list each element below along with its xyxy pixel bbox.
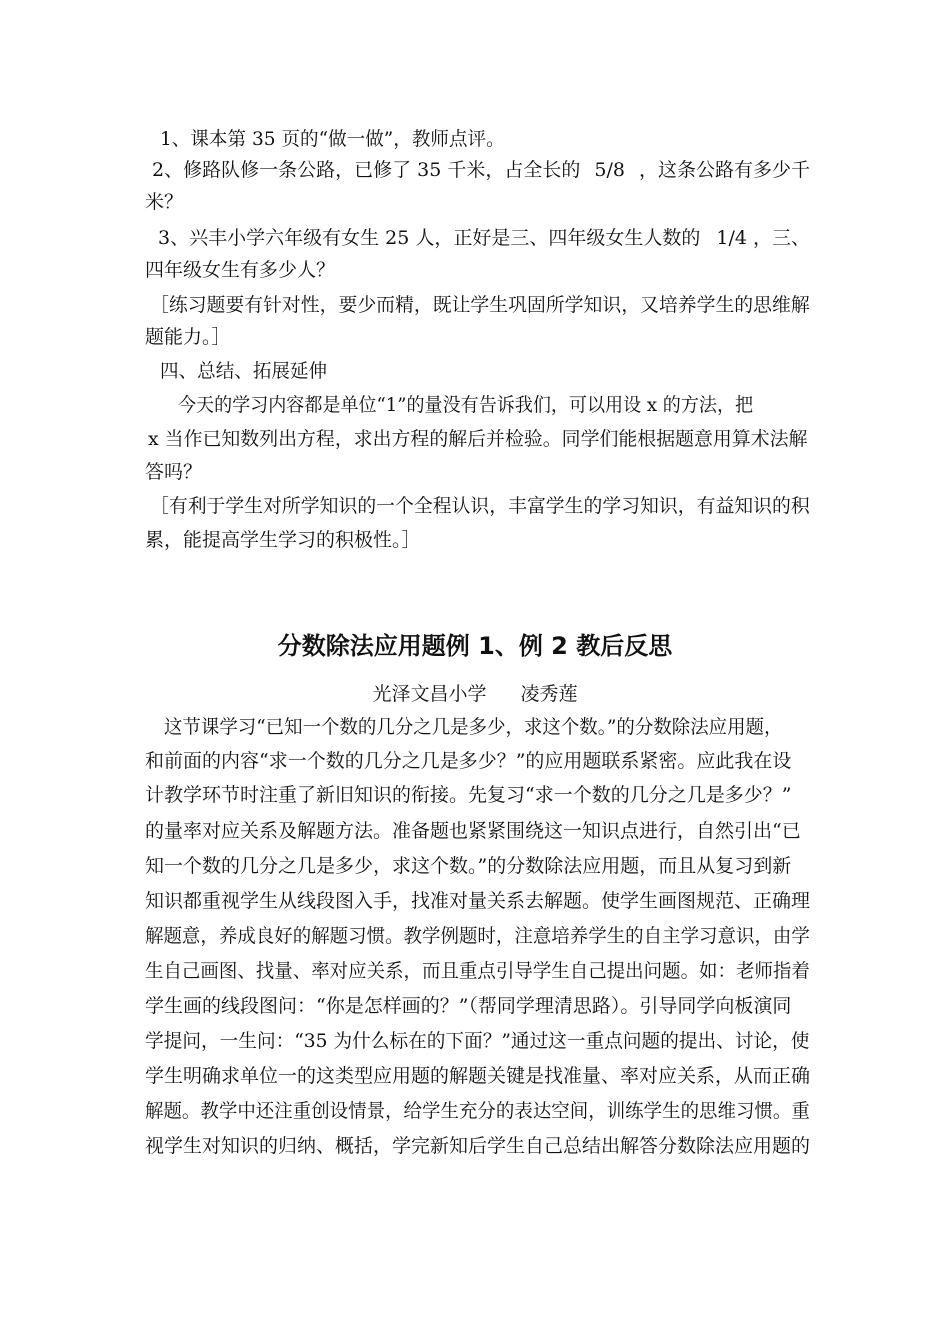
fraction-5-8: 5/8: [594, 159, 625, 181]
article-line: 计教学环节时注重了新旧知识的衔接。先复习“求一个数的几分之几是多少？”: [145, 784, 792, 806]
summary-note: ［有利于学生对所学知识的一个全程认识，丰富学生的学习知识，有益知识的积: [150, 495, 810, 517]
summary-note-cont: 累，能提高学生学习的积极性。］: [145, 529, 421, 551]
article-title: 分数除法应用题例 1、例 2 教后反思: [277, 632, 673, 660]
article-line: 解题。教学中还注重创设情景，给学生充分的表达空间，训练学生的思维习惯。重: [145, 1100, 810, 1122]
article-line: 解题意，养成良好的解题习惯。教学例题时，注意培养学生的自主学习意识，由学: [145, 925, 810, 947]
text-segment: ，这条公路有多少千: [638, 159, 810, 181]
article-line: 和前面的内容“求一个数的几分之几是多少？”的应用题联系紧密。应此我在设: [145, 750, 792, 772]
article-line: 生自己画图、找量、率对应关系，而且重点引导学生自己提出问题。如：老师指着: [145, 960, 810, 982]
exercise-3-cont: 四年级女生有多少人？: [145, 259, 336, 281]
practice-note: ［练习题要有针对性，要少而精，既让学生巩固所学知识，又培养学生的思维解: [150, 294, 810, 316]
byline: [0, 679, 950, 709]
author-name: 凌秀莲: [520, 683, 578, 705]
fraction-1-4: 1/4 ，三、: [716, 227, 810, 249]
exercise-3: [158, 223, 810, 253]
exercise-2: [152, 155, 810, 185]
practice-note-cont: 题能力。］: [145, 326, 231, 348]
text-segment: 3、兴丰小学六年级有女生 25 人，正好是三、四年级女生人数的: [158, 227, 701, 249]
article-line: 这节课学习“已知一个数的几分之几是多少，求这个数。”的分数除法应用题，: [164, 716, 783, 738]
summary-line-1: 今天的学习内容都是单位“1”的量没有告诉我们，可以用设 x 的方法，把: [178, 394, 754, 416]
summary-line-2: x 当作已知数列出方程，求出方程的解后并检验。同学们能根据题意用算术法解: [148, 428, 808, 450]
article-line: 学提问，一生问：“35 为什么标在的下面？”通过这一重点问题的提出、讨论，使: [145, 1030, 810, 1052]
exercise-2-cont: 米？: [145, 191, 184, 213]
school-name: 光泽文昌小学: [372, 683, 487, 705]
article-line: 知一个数的几分之几是多少，求这个数。”的分数除法应用题，而且从复习到新: [145, 855, 792, 877]
exercise-1: 1、课本第 35 页的“做一做”，教师点评。: [160, 128, 505, 150]
article-line: 学生明确求单位一的这类型应用题的解题关键是找准量、率对应关系，从而正确: [145, 1065, 811, 1087]
section-heading: 四、总结、拓展延伸: [160, 360, 328, 382]
article-line: 学生画的线段图问：“你是怎样画的？”（帮同学理清思路）。引导同学向板演同: [145, 995, 792, 1017]
article-line: 的量率对应关系及解题方法。准备题也紧紧围绕这一知识点进行，自然引出“已: [145, 820, 801, 842]
article-line: 知识都重视学生从线段图入手，找准对量关系去解题。使学生画图规范、正确理: [145, 890, 811, 912]
summary-line-3: 答吗？: [145, 461, 203, 483]
text-segment: 2、修路队修一条公路，已修了 35 千米，占全长的: [152, 159, 581, 181]
article-line: 视学生对知识的归纳、概括，学完新知后学生自己总结出解答分数除法应用题的: [145, 1135, 811, 1157]
